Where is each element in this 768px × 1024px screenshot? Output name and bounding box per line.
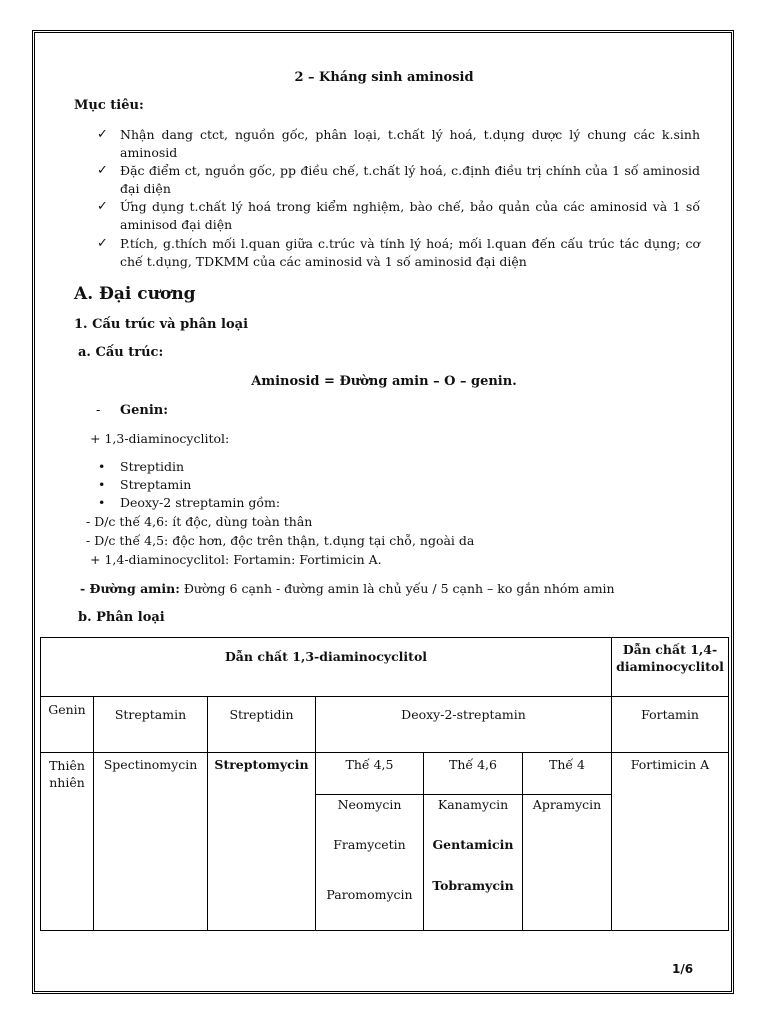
natural-streptomycin: Streptomycin [208,753,316,931]
bullet-icon: • [98,477,106,492]
section-a-heading: A. Đại cương [74,284,196,304]
bullet-icon: • [98,495,106,510]
sub-header-45: Thế 4,5 [316,753,424,795]
drug-paromomycin: Paromomycin [326,887,413,902]
sugar-amine-label: - Đường amin: [80,581,180,596]
drug-gentamicin: Gentamicin [432,837,514,852]
substitution-45: - D/c thế 4,5: độc hơn, độc trên thận, t.dụng tại chỗ, ngoài da [86,533,475,548]
section-1a-heading: a. Cấu trúc: [78,345,164,360]
header-13-diaminocyclitol: Dẫn chất 1,3-diaminocyclitol [41,638,612,697]
formula: Aminosid = Đường amin – O – genin. [251,374,517,389]
drug-apramycin: Apramycin [532,797,602,812]
checkmark-icon: ✓ [97,199,108,214]
diaminocyclitol-14: + 1,4-diaminocyclitol: Fortamin: Fortimicin A. [90,552,382,567]
natural-spectinomycin: Spectinomycin [94,753,208,931]
genin-dash: - [96,403,101,418]
header-14-diaminocyclitol: Dẫn chất 1,4-diaminocyclitol [612,638,729,697]
substituted-45-list [316,795,424,931]
substitution-46: - D/c thế 4,6: ít độc, dùng toàn thân [86,514,313,529]
objectives-heading: Mục tiêu: [74,98,144,113]
substituted-4-list [523,795,612,931]
list-item: Streptidin [120,459,185,474]
checkmark-icon: ✓ [97,163,108,178]
sugar-amine-text: Đường 6 cạnh - đường amin là chủ yếu / 5 cạnh – ko gắn nhóm amin [179,581,615,596]
genin-streptidin: Streptidin [208,697,316,753]
document-title: 2 – Kháng sinh aminosid [294,70,474,85]
objective-item: ✓ Đặc điểm ct, nguồn gốc, pp điều chế, t.chất lý hoá, c.định điều trị chính của 1 số aminosid đại diện [97,163,700,196]
checkmark-icon: ✓ [97,127,108,142]
drug-framycetin: Framycetin [333,837,406,852]
section-1b-heading: b. Phân loại [78,610,165,625]
genin-deoxy-2-streptamin: Deoxy-2-streptamin [316,697,612,753]
diaminocyclitol-13: + 1,3-diaminocyclitol: [90,431,230,446]
genin-fortamin: Fortamin [612,697,729,753]
checkmark-icon: ✓ [97,236,108,251]
section-1-heading: 1. Cấu trúc và phân loại [74,317,249,332]
list-item: Streptamin [120,477,192,492]
page-number: 1/6 [672,962,694,976]
list-item: Deoxy-2 streptamin gồm: [120,495,281,510]
row-label-genin: Genin [41,697,94,753]
sub-header-4: Thế 4 [523,753,612,795]
objective-item: ✓ Ứng dụng t.chất lý hoá trong kiểm nghiệm, bào chế, bảo quản của các aminosid và 1 số aminisod đại diện [97,199,700,232]
sub-header-46: Thế 4,6 [424,753,523,795]
bullet-icon: • [98,459,106,474]
genin-label: Genin: [120,403,169,418]
classification-table [40,637,729,931]
sugar-amine-line [80,581,615,596]
genin-streptamin: Streptamin [94,697,208,753]
objective-item: ✓ Nhận dang ctct, nguồn gốc, phân loại, t.chất lý hoá, t.dụng dược lý chung các k.sinh aminosid [97,127,700,160]
drug-kanamycin: Kanamycin [437,797,509,812]
drug-neomycin: Neomycin [337,797,402,812]
objective-item: ✓ P.tích, g.thích mối l.quan giữa c.trúc và tính lý hoá; mối l.quan đến cấu trúc tác dụng; cơ chế t.dụng, TDKMM của các aminosid và 1 số aminosid đại diện [97,236,700,269]
substituted-46-list [424,795,523,931]
natural-fortimicin-a: Fortimicin A [612,753,729,931]
row-label-natural: Thiên nhiên [41,753,94,931]
drug-tobramycin: Tobramycin [432,878,514,893]
